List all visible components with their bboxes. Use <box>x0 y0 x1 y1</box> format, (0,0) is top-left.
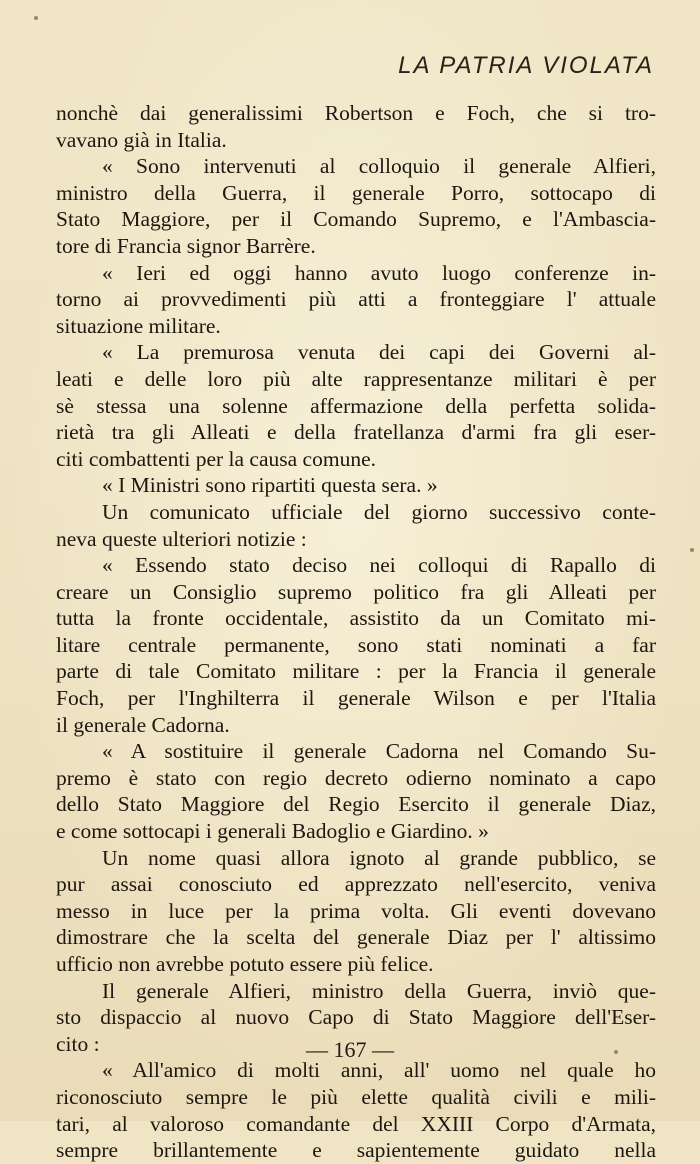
text-line: tari, al valoroso comandante del XXIII Corpo d'Armata, <box>56 1111 656 1136</box>
paper-speck <box>690 548 694 552</box>
text-line: tore di Francia signor Barrère. <box>56 233 316 258</box>
text-line: « A sostituire il generale Cadorna nel Comando Su- <box>102 739 656 764</box>
page-number: — 167 — <box>306 1037 394 1062</box>
text-line: « Sono intervenuti al colloquio il generale Alfieri, <box>102 154 656 179</box>
text-line: premo è stato con regio decreto odierno nominato a capo <box>56 765 656 790</box>
text-line: « I Ministri sono ripartiti questa sera. » <box>102 473 438 498</box>
text-line: riconosciuto sempre le più elette qualità civili e mili- <box>56 1084 656 1109</box>
text-line: litare centrale permanente, sono stati nominati a far <box>56 632 656 657</box>
text-line: « All'amico di molti anni, all' uomo nel quale ho <box>102 1058 656 1083</box>
text-line: rietà tra gli Alleati e della fratellanza d'armi fra gli eser- <box>56 420 656 445</box>
text-line: e come sottocapi i generali Badoglio e Giardino. » <box>56 819 489 844</box>
text-line: Un comunicato ufficiale del giorno successivo conte- <box>102 499 656 524</box>
text-line: torno ai provvedimenti più atti a fronteggiare l' attuale <box>56 287 656 312</box>
text-line: Il generale Alfieri, ministro della Guerra, inviò que- <box>102 978 656 1003</box>
text-line: Foch, per l'Inghilterra il generale Wilson e per l'Italia <box>56 686 656 711</box>
text-line: creare un Consiglio supremo politico fra gli Alleati per <box>56 579 656 604</box>
text-line: vavano già in Italia. <box>56 127 227 152</box>
text-line: pur assai conosciuto ed apprezzato nell'esercito, veniva <box>56 872 656 897</box>
text-line: sempre brillantemente e sapientemente guidato nella <box>56 1138 656 1163</box>
text-line: dello Stato Maggiore del Regio Esercito il generale Diaz, <box>56 792 656 817</box>
paper-speck <box>34 16 38 20</box>
text-line: parte di tale Comitato militare : per la Francia il generale <box>56 659 656 684</box>
text-line: Stato Maggiore, per il Comando Supremo, e l'Ambascia- <box>56 207 656 232</box>
text-line: situazione militare. <box>56 313 221 338</box>
text-line: citi combattenti per la causa comune. <box>56 446 376 471</box>
text-line: neva queste ulteriori notizie : <box>56 526 307 551</box>
text-line: Un nome quasi allora ignoto al grande pubblico, se <box>102 845 656 870</box>
text-line: sto dispaccio al nuovo Capo di Stato Maggiore dell'Eser- <box>56 1005 656 1030</box>
text-line: cito : <box>56 1031 100 1056</box>
text-line: ministro della Guerra, il generale Porro, sottocapo di <box>56 180 656 205</box>
text-line: nonchè dai generalissimi Robertson e Foch, che si tro- <box>56 101 656 125</box>
text-line: il generale Cadorna. <box>56 712 230 737</box>
text-line: dimostrare che la scelta del generale Diaz per l' altissimo <box>56 925 656 950</box>
text-line: leati e delle loro più alte rappresentanze militari è per <box>56 366 656 391</box>
body-text <box>56 100 656 1164</box>
text-line: sè stessa una solenne affermazione della perfetta solida- <box>56 393 656 418</box>
text-line: messo in luce per la prima volta. Gli eventi dovevano <box>56 898 656 923</box>
text-line: « Ieri ed oggi hanno avuto luogo conferenze in- <box>102 260 656 285</box>
text-line: « La premurosa venuta dei capi dei Governi al- <box>102 340 656 365</box>
text-line: « Essendo stato deciso nei colloqui di Rapallo di <box>102 553 656 578</box>
text-line: ufficio non avrebbe potuto essere più felice. <box>56 952 434 976</box>
text-line: tutta la fronte occidentale, assistito da un Comitato mi- <box>56 606 656 631</box>
running-head: LA PATRIA VIOLATA <box>398 52 654 79</box>
